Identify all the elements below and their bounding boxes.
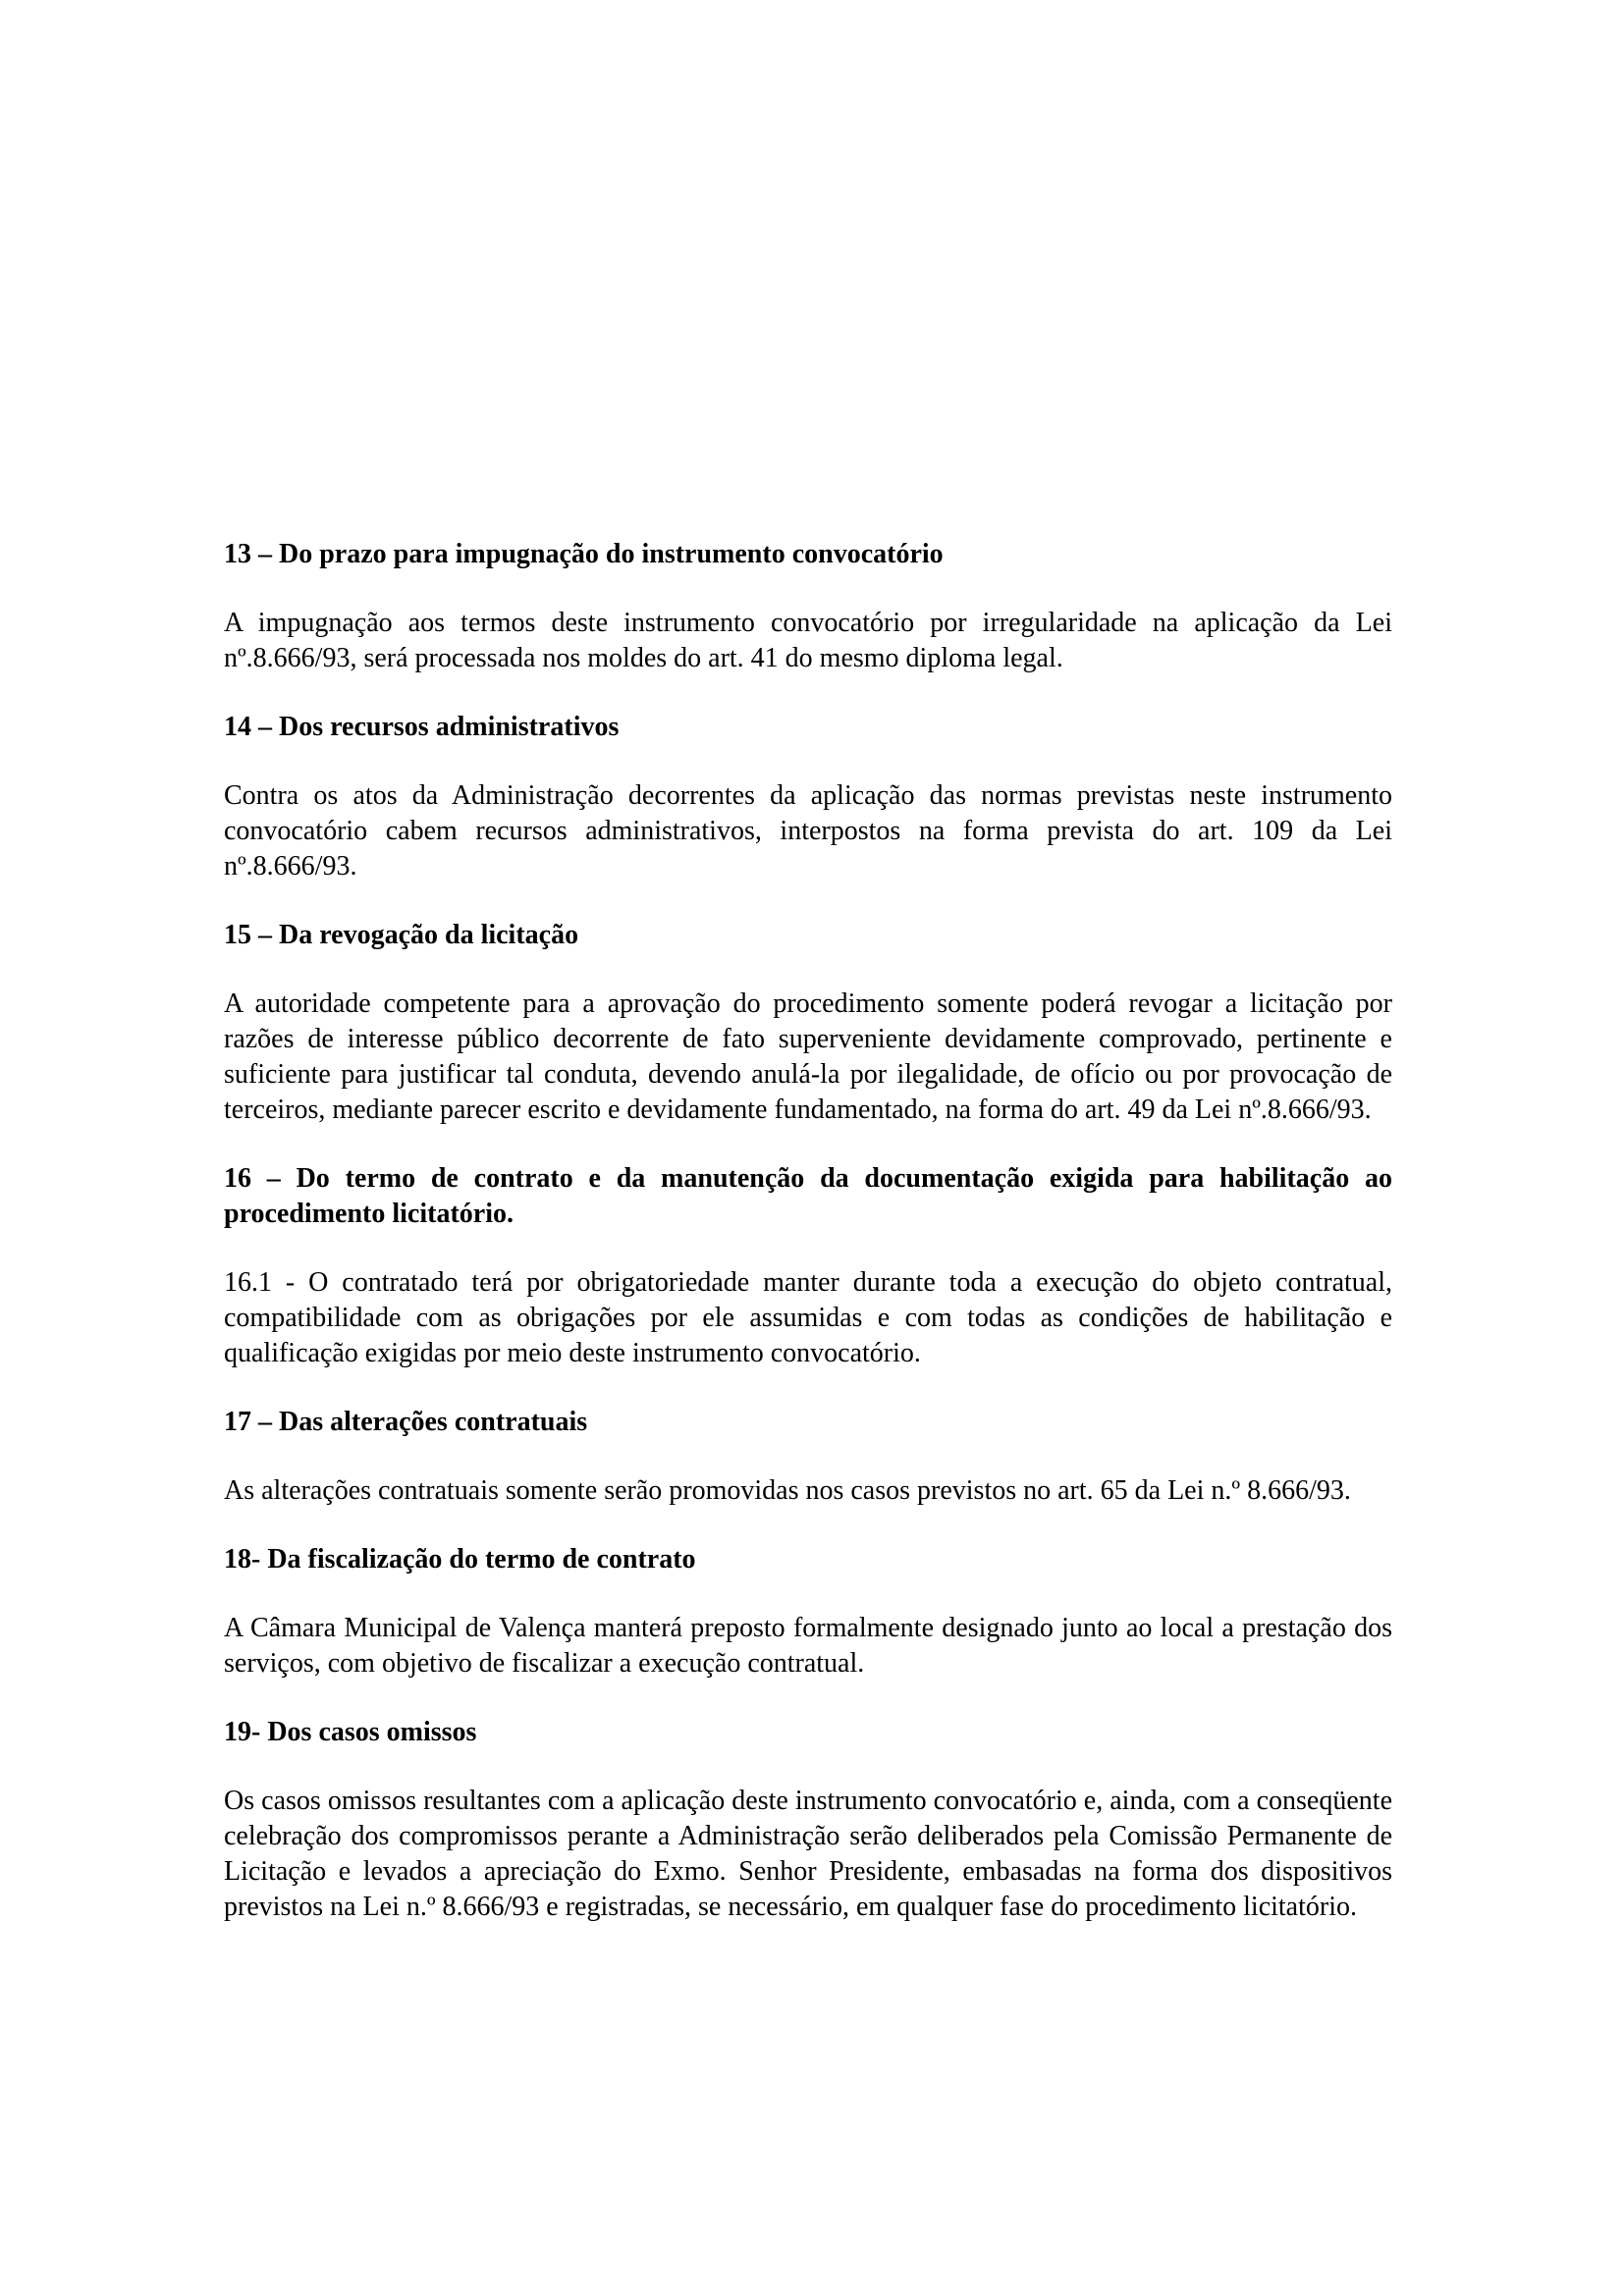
document-content [224, 537, 1392, 1925]
heading-15-revogacao-licitacao: 15 – Da revogação da licitação [224, 920, 579, 950]
paragraph-14-recursos: Contra os atos da Administração decorrentes da aplicação das normas previstas neste instrumento convocatório cabem recursos administrativos, interpostos na forma prevista do art. 109 da Lei nº.8.666/93. [224, 780, 1392, 881]
paragraph-15-revogacao: A autoridade competente para a aprovação do procedimento somente poderá revogar a licitação por razões de interesse público decorrente de fato superveniente devidamente comprovado, pertinente e suficiente para justificar tal conduta, devendo anulá-la por ilegalidade, de ofício ou por provocação de terceiros, mediante parecer escrito e devidamente fundamentado, na forma do art. 49 da Lei nº.8.666/93. [224, 988, 1392, 1125]
heading-14-recursos-administrativos: 14 – Dos recursos administrativos [224, 712, 620, 742]
paragraph-19-casos-omissos: Os casos omissos resultantes com a aplicação deste instrumento convocatório e, ainda, com a conseqüente celebração dos compromissos perante a Administração serão deliberados pela Comissão Permanente de Licitação e levados a apreciação do Exmo. Senhor Presidente, embasadas na forma dos dispositivos previstos na Lei n.º 8.666/93 e registradas, se necessário, em qualquer fase do procedimento licitatório. [224, 1786, 1392, 1922]
paragraph-13-impugnacao: A impugnação aos termos deste instrumento convocatório por irregularidade na aplicação da Lei nº.8.666/93, será processada nos moldes do art. 41 do mesmo diploma legal. [224, 608, 1392, 673]
heading-18-fiscalizacao-contrato: 18- Da fiscalização do termo de contrato [224, 1544, 696, 1575]
heading-13-prazo-impugnacao: 13 – Do prazo para impugnação do instrumento convocatório [224, 539, 944, 569]
paragraph-18-fiscalizacao: A Câmara Municipal de Valença manterá preposto formalmente designado junto ao local a prestação dos serviços, com objetivo de fiscalizar a execução contratual. [224, 1613, 1392, 1679]
paragraph-16-1-contratado: 16.1 - O contratado terá por obrigatoriedade manter durante toda a execução do objeto contratual, compatibilidade com as obrigações por ele assumidas e com todas as condições de habilitação e qualificação exigidas por meio deste instrumento convocatório. [224, 1267, 1392, 1368]
heading-17-alteracoes-contratuais: 17 – Das alterações contratuais [224, 1407, 588, 1437]
heading-16-termo-contrato: 16 – Do termo de contrato e da manutenção da documentação exigida para habilitação ao procedimento licitatório. [224, 1163, 1392, 1229]
heading-19-casos-omissos: 19- Dos casos omissos [224, 1717, 477, 1747]
paragraph-17-alteracoes: As alterações contratuais somente serão promovidas nos casos previstos no art. 65 da Lei n.º 8.666/93. [224, 1475, 1351, 1506]
